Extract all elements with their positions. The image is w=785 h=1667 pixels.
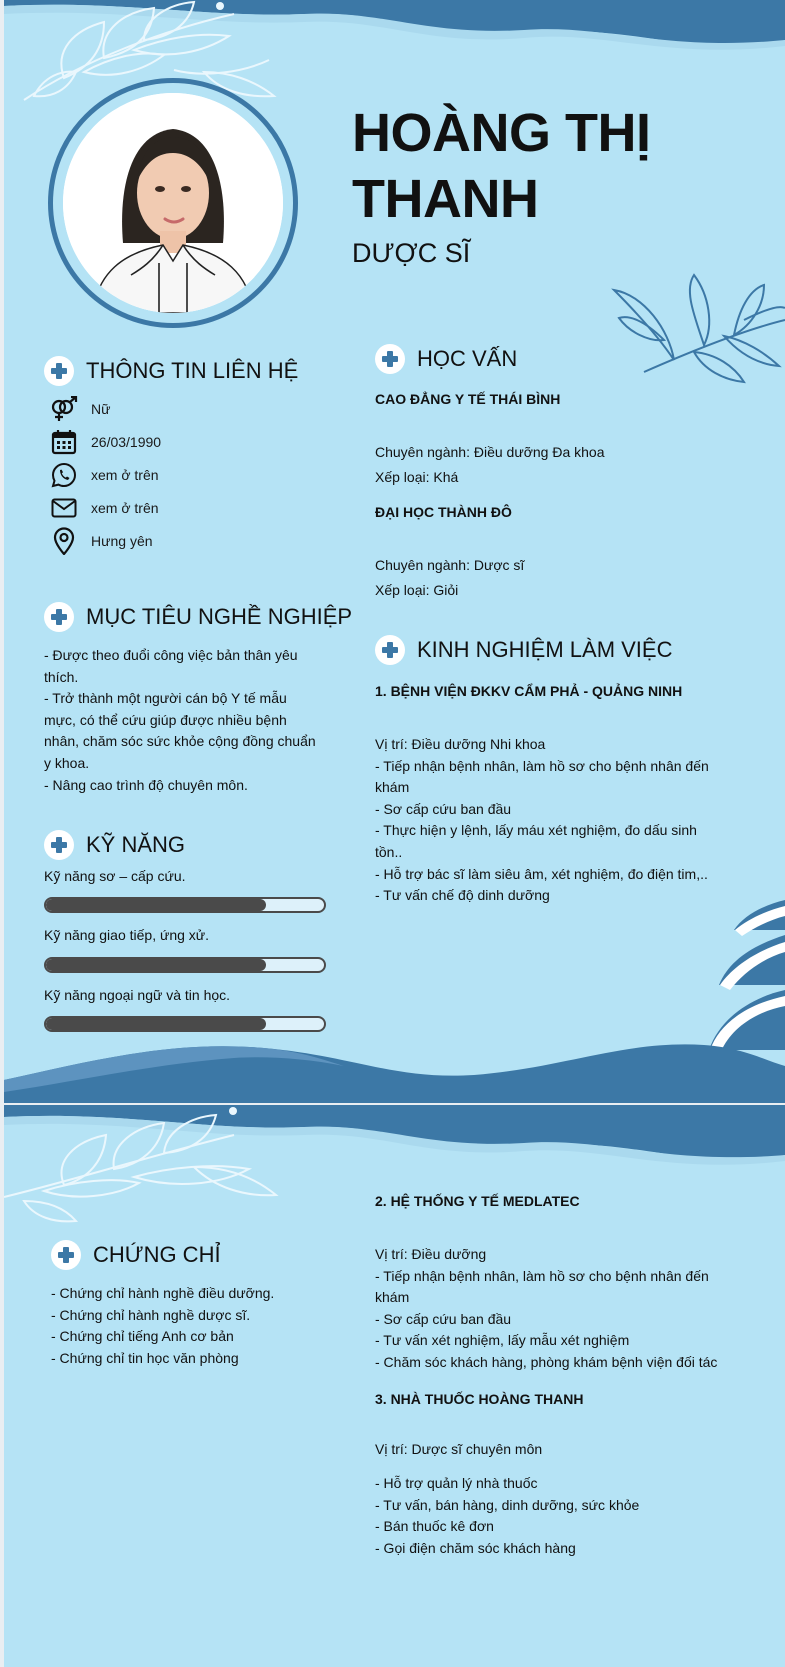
job-line: - Hỗ trợ quản lý nhà thuốc [375, 1475, 538, 1491]
candidate-name [352, 100, 651, 232]
bottom-wave [4, 1044, 785, 1103]
whatsapp-icon [49, 460, 79, 490]
contact-email-text: xem ở trên [91, 499, 159, 516]
objective-line: y khoa. [44, 754, 90, 771]
page-decoration [4, 1105, 785, 1667]
school-grade: Xếp loại: Giỏi [375, 581, 459, 598]
job-title-entry: 1. BỆNH VIỆN ĐKKV CẨM PHẢ - QUẢNG NINH [375, 683, 683, 699]
plus-icon [375, 344, 405, 374]
objective-heading-label: MỤC TIÊU NGHỀ NGHIỆP [86, 604, 353, 629]
gender-icon [49, 394, 79, 424]
contact-heading [44, 356, 298, 386]
certificates-heading-label: CHỨNG CHỈ [93, 1242, 221, 1267]
name-line-1: HOÀNG THỊ [352, 103, 651, 163]
job-title-entry: 3. NHÀ THUỐC HOÀNG THANH [375, 1391, 584, 1407]
skill-bar-fill [46, 899, 266, 911]
contact-birthdate-text: 26/03/1990 [91, 433, 162, 450]
skill-bar-fill [46, 1018, 266, 1030]
plus-icon [375, 635, 405, 665]
cv-page-2 [4, 1105, 785, 1667]
objective-line: mực, có thể cứu giúp được nhiều bệnh [44, 711, 287, 728]
experience-heading-label: KINH NGHIỆM LÀM VIỆC [417, 637, 673, 662]
objective-heading [44, 602, 352, 632]
mail-icon [49, 493, 79, 523]
job-line: - Tư vấn chế độ dinh dưỡng [375, 887, 550, 904]
certificate-item: - Chứng chỉ hành nghề dược sĩ. [51, 1306, 251, 1323]
profile-photo-frame [48, 78, 298, 328]
certificate-item: - Chứng chỉ tiếng Anh cơ bản [51, 1328, 234, 1345]
job-position: Vị trí: Dược sĩ chuyên môn [375, 1441, 543, 1457]
skill-label: Kỹ năng giao tiếp, ứng xử. [44, 927, 210, 943]
skills-heading [44, 830, 185, 860]
job-title: DƯỢC SĨ [352, 238, 471, 268]
certificates-heading [51, 1240, 221, 1270]
contact-item-address [49, 524, 161, 557]
job-line: - Hỗ trợ bác sĩ làm siêu âm, xét nghiệm, đo điện tim,.. [375, 865, 708, 882]
objective-line: nhân, chăm sóc sức khỏe cộng đồng chuẩn [44, 733, 316, 750]
plus-icon [51, 1240, 81, 1270]
job-title-entry: 2. HỆ THỐNG Y TẾ MEDLATEC [375, 1193, 580, 1209]
school-name: ĐẠI HỌC THÀNH ĐÔ [375, 504, 512, 520]
job-line: Vị trí: Điều dưỡng Nhi khoa [375, 736, 546, 752]
job-line: - Sơ cấp cứu ban đầu [375, 800, 512, 817]
skills-heading-label: KỸ NĂNG [86, 832, 186, 857]
contact-item-email [49, 491, 161, 524]
leaf-branch-right [614, 275, 785, 382]
skill-bar [44, 957, 326, 973]
job-line: tồn.. [375, 843, 403, 860]
school-details [375, 442, 604, 488]
contact-address-text: Hưng yên [91, 532, 153, 549]
contact-item-birthdate [49, 425, 161, 458]
job-line: - Sơ cấp cứu ban đầu [375, 1310, 512, 1327]
calendar-icon [49, 427, 79, 457]
experience-heading [375, 635, 672, 665]
contact-list [49, 392, 161, 557]
job-line: khám [375, 779, 410, 796]
school-name: CAO ĐẲNG Y TẾ THÁI BÌNH [375, 391, 561, 407]
skill-bar [44, 1016, 326, 1032]
contact-heading-label: THÔNG TIN LIÊN HỆ [86, 358, 299, 383]
job-line: - Tiếp nhận bệnh nhân, làm hồ sơ cho bệnh nhân đến [375, 757, 709, 774]
location-pin-icon [49, 526, 79, 556]
job-line: - Tiếp nhận bệnh nhân, làm hồ sơ cho bệnh nhân đến [375, 1267, 709, 1284]
objective-text [44, 645, 316, 796]
job-line: - Chăm sóc khách hàng, phòng khám bệnh viện đối tác [375, 1353, 718, 1370]
school-major: Chuyên ngành: Điều dưỡng Đa khoa [375, 444, 605, 460]
job-line: - Bán thuốc kê đơn [375, 1518, 494, 1535]
skill-label: Kỹ năng sơ – cấp cứu. [44, 868, 186, 884]
plus-icon [44, 356, 74, 386]
objective-line: - Được theo đuổi công việc bản thân yêu [44, 647, 298, 663]
objective-line: thích. [44, 668, 79, 685]
job-details [375, 1244, 717, 1374]
top-wave [4, 1105, 785, 1161]
skill-label: Kỹ năng ngoại ngữ và tin học. [44, 987, 231, 1003]
job-line: - Thực hiện y lệnh, lấy máu xét nghiệm, đo dấu sinh [375, 822, 697, 839]
certificates-list [51, 1283, 274, 1369]
plus-icon [44, 830, 74, 860]
job-line: - Tư vấn, bán hàng, dinh dưỡng, sức khỏe [375, 1496, 640, 1513]
contact-gender-text: Nữ [91, 400, 111, 417]
contact-phone-text: xem ở trên [91, 466, 159, 483]
objective-line: - Trở thành một người cán bộ Y tế mẫu [44, 690, 287, 707]
job-line: - Gọi điện chăm sóc khách hàng [375, 1539, 576, 1556]
portrait-illustration [63, 93, 283, 313]
job-line: - Tư vấn xét nghiệm, lấy mẫu xét nghiệm [375, 1332, 630, 1349]
school-major: Chuyên ngành: Dược sĩ [375, 557, 525, 573]
school-details [375, 555, 524, 601]
job-details [375, 1473, 639, 1559]
job-details [375, 734, 709, 907]
job-line: Vị trí: Điều dưỡng [375, 1246, 487, 1262]
education-heading-label: HỌC VẤN [417, 346, 518, 371]
pine-tree-decoration [709, 900, 785, 1054]
cv-page-1 [4, 0, 785, 1103]
school-grade: Xếp loại: Khá [375, 468, 459, 485]
plus-icon [44, 602, 74, 632]
objective-line: - Nâng cao trình độ chuyên môn. [44, 776, 248, 793]
contact-item-gender [49, 392, 161, 425]
skill-bar [44, 897, 326, 913]
certificate-item: - Chứng chỉ hành nghề điều dưỡng. [51, 1285, 275, 1301]
profile-photo [63, 93, 283, 313]
skill-bar-fill [46, 959, 266, 971]
education-heading [375, 344, 517, 374]
contact-item-phone [49, 458, 161, 491]
job-line: khám [375, 1289, 410, 1306]
name-line-2: THANH [352, 169, 539, 229]
certificate-item: - Chứng chỉ tin học văn phòng [51, 1349, 239, 1366]
